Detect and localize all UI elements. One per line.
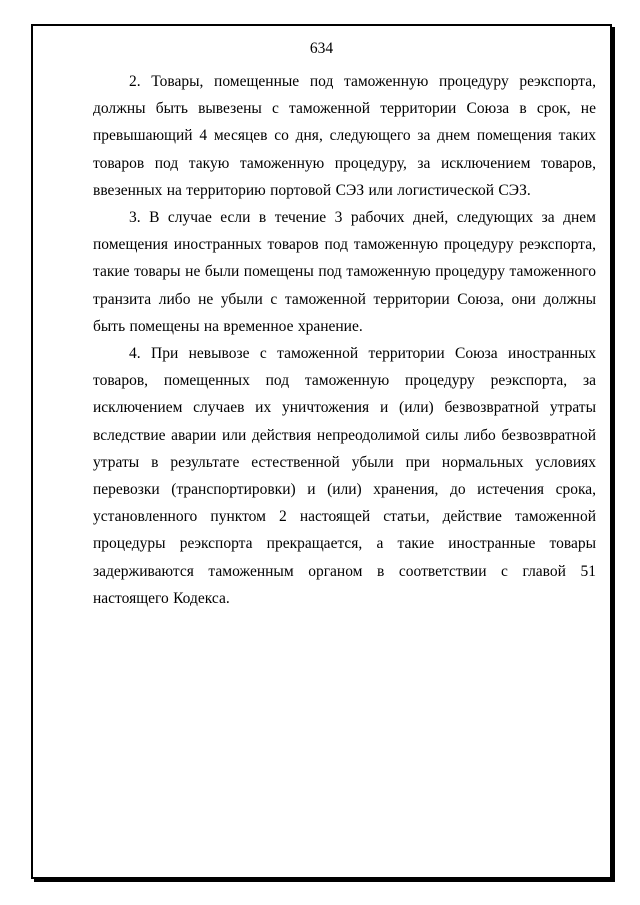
paragraph-3: 3. В случае если в течение 3 рабочих дней, следующих за днем помещения иностранных товаров под таможенную процедуру реэкспорта, такие товары не были помещены под таможенную процедуру таможенного транзита либо не убыли с таможенной территории Союза, они должны быть помещены на временное хранение.: [93, 209, 596, 335]
document-page: [31, 24, 612, 879]
paragraph-2: 2. Товары, помещенные под таможенную процедуру реэкспорта, должны быть вывезены с таможенной территории Союза в срок, не превышающий 4 месяцев со дня, следующего за днем помещения таких товаров под такую таможенную процедуру, за исключением товаров, ввезенных на территорию портовой СЭЗ или логистической СЭЗ.: [93, 73, 596, 199]
paragraph-4: 4. При невывозе с таможенной территории Союза иностранных товаров, помещенных под таможенную процедуру реэкспорта, за исключением случаев их уничтожения и (или) безвозвратной утраты вследствие аварии или действия непреодолимой силы либо безвозвратной утраты в результате естественной убыли при нормальных условиях перевозки (транспортировки) и (или) хранения, до истечения срока, установленного пунктом 2 настоящей статьи, действие таможенной процедуры реэкспорта прекращается, а такие иностранные товары задерживаются таможенным органом в соответствии с главой 51 настоящего Кодекса.: [93, 345, 596, 607]
document-body: [93, 68, 596, 612]
page-number: 634: [309, 40, 334, 57]
